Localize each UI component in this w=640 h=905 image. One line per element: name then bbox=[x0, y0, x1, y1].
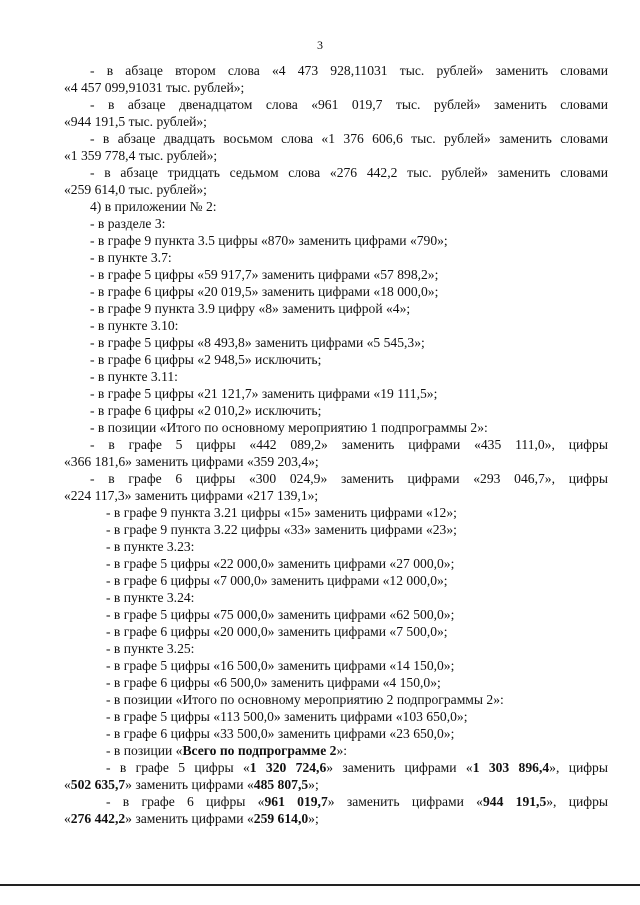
text-line: «944 191,5 тыс. рублей»; bbox=[64, 114, 207, 129]
text-line bbox=[106, 742, 608, 759]
bold-text: 259 614,0 bbox=[253, 811, 309, 826]
text-segment: » заменить цифрами « bbox=[326, 760, 473, 775]
bold-text: 961 019,7 bbox=[264, 794, 328, 809]
text-line: - в позиции «Итого по основному мероприятию 1 подпрограммы 2»: bbox=[90, 420, 488, 435]
text-segment: » заменить цифрами « bbox=[327, 794, 483, 809]
text-line bbox=[64, 810, 608, 827]
text-line: - в пункте 3.25: bbox=[106, 641, 195, 656]
text-line: - в графе 5 цифры «75 000,0» заменить цифрами «62 500,0»; bbox=[106, 607, 455, 622]
text-segment: - в позиции « bbox=[106, 743, 183, 758]
text-line: - в пункте 3.10: bbox=[90, 318, 179, 333]
text-line: «224 117,3» заменить цифрами «217 139,1»; bbox=[64, 488, 319, 503]
text-line bbox=[106, 759, 608, 776]
text-line: - в разделе 3: bbox=[90, 216, 166, 231]
text-segment: »; bbox=[308, 811, 319, 826]
text-line: - в графе 6 цифры «300 024,9» заменить цифрами «293 046,7», цифры bbox=[90, 471, 608, 486]
text-line: - в графе 5 цифры «442 089,2» заменить цифрами «435 111,0», цифры bbox=[90, 437, 608, 452]
text-line: «366 181,6» заменить цифрами «359 203,4»; bbox=[64, 454, 319, 469]
text-segment: », цифры bbox=[546, 794, 609, 809]
text-line: - в графе 6 цифры «2 010,2» исключить; bbox=[90, 403, 322, 418]
bold-text: 1 320 724,6 bbox=[249, 760, 327, 775]
bold-text: 485 807,5 bbox=[253, 777, 309, 792]
text-line: - в графе 6 цифры «6 500,0» заменить цифрами «4 150,0»; bbox=[106, 675, 441, 690]
text-line: - в графе 9 пункта 3.21 цифры «15» заменить цифрами «12»; bbox=[106, 505, 457, 520]
text-line: - в графе 6 цифры «20 019,5» заменить цифрами «18 000,0»; bbox=[90, 284, 439, 299]
text-line: «4 457 099,91031 тыс. рублей»; bbox=[64, 80, 245, 95]
text-line: - в графе 6 цифры «2 948,5» исключить; bbox=[90, 352, 322, 367]
text-line: - в абзаце втором слова «4 473 928,11031 тыс. рублей» заменить словами bbox=[90, 63, 608, 78]
text-segment: »: bbox=[336, 743, 348, 758]
text-line: - в графе 5 цифры «21 121,7» заменить цифрами «19 111,5»; bbox=[90, 386, 438, 401]
text-line: - в графе 6 цифры «7 000,0» заменить цифрами «12 000,0»; bbox=[106, 573, 448, 588]
text-segment: « bbox=[64, 777, 71, 792]
text-line: - в пункте 3.24: bbox=[106, 590, 195, 605]
text-line: - в абзаце двенадцатом слова «961 019,7 тыс. рублей» заменить словами bbox=[90, 97, 608, 112]
text-segment: » заменить цифрами « bbox=[125, 777, 254, 792]
text-segment: », цифры bbox=[549, 760, 608, 775]
text-segment: »; bbox=[308, 777, 319, 792]
text-line: - в графе 9 пункта 3.22 цифры «33» заменить цифрами «23»; bbox=[106, 522, 457, 537]
text-line: - в позиции «Итого по основному мероприятию 2 подпрограммы 2»: bbox=[106, 692, 504, 707]
text-line bbox=[64, 776, 608, 793]
text-line: - в графе 9 пункта 3.5 цифры «870» заменить цифрами «790»; bbox=[90, 233, 448, 248]
text-line: - в абзаце тридцать седьмом слова «276 442,2 тыс. рублей» заменить словами bbox=[90, 165, 608, 180]
text-line: - в абзаце двадцать восьмом слова «1 376 606,6 тыс. рублей» заменить словами bbox=[90, 131, 608, 146]
text-segment: « bbox=[64, 811, 71, 826]
text-line: - в графе 5 цифры «22 000,0» заменить цифрами «27 000,0»; bbox=[106, 556, 455, 571]
bold-text: 1 303 896,4 bbox=[472, 760, 550, 775]
text-line: - в графе 5 цифры «59 917,7» заменить цифрами «57 898,2»; bbox=[90, 267, 439, 282]
page-bottom-rule bbox=[0, 884, 640, 886]
text-segment: - в графе 6 цифры « bbox=[106, 794, 265, 809]
text-line: 4) в приложении № 2: bbox=[90, 199, 217, 214]
text-line: «259 614,0 тыс. рублей»; bbox=[64, 182, 207, 197]
text-segment: » заменить цифрами « bbox=[125, 811, 254, 826]
text-line: - в пункте 3.7: bbox=[90, 250, 172, 265]
text-line: - в пункте 3.23: bbox=[106, 539, 195, 554]
text-line: «1 359 778,4 тыс. рублей»; bbox=[64, 148, 218, 163]
text-line: - в графе 5 цифры «8 493,8» заменить цифрами «5 545,3»; bbox=[90, 335, 425, 350]
bold-text: 276 442,2 bbox=[70, 811, 126, 826]
text-line: - в графе 5 цифры «113 500,0» заменить цифрами «103 650,0»; bbox=[106, 709, 468, 724]
text-line: - в графе 9 пункта 3.9 цифру «8» заменить цифрой «4»; bbox=[90, 301, 411, 316]
text-segment: - в графе 5 цифры « bbox=[106, 760, 250, 775]
text-line: - в графе 5 цифры «16 500,0» заменить цифрами «14 150,0»; bbox=[106, 658, 455, 673]
text-line: - в графе 6 цифры «33 500,0» заменить цифрами «23 650,0»; bbox=[106, 726, 455, 741]
bold-text: 502 635,7 bbox=[70, 777, 126, 792]
bold-text: 944 191,5 bbox=[482, 794, 547, 809]
text-line: - в графе 6 цифры «20 000,0» заменить цифрами «7 500,0»; bbox=[106, 624, 448, 639]
text-line: - в пункте 3.11: bbox=[90, 369, 178, 384]
text-line bbox=[106, 793, 608, 810]
page-number: 3 bbox=[317, 38, 323, 52]
bold-text: Всего по подпрограмме 2 bbox=[182, 743, 337, 758]
